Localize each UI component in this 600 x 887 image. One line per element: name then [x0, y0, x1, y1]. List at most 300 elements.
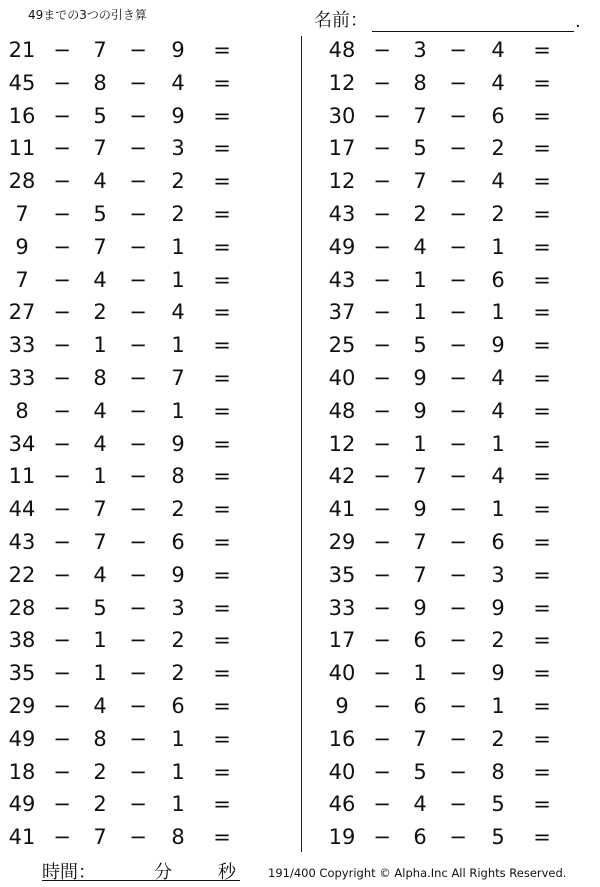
minus-sign: −: [449, 464, 467, 489]
minus-sign: −: [53, 267, 71, 292]
subtrahend-2: 2: [491, 136, 505, 161]
subtrahend-1: 1: [413, 267, 427, 292]
minuend: 42: [328, 464, 356, 489]
name-field-area: [314, 6, 581, 32]
subtrahend-2: 5: [491, 825, 505, 850]
subtrahend-2: 6: [491, 267, 505, 292]
time-label: 時間：: [42, 862, 96, 883]
minus-sign: −: [53, 497, 71, 522]
minus-sign: −: [53, 70, 71, 95]
equals-sign: =: [533, 726, 551, 751]
equals-sign: =: [213, 169, 231, 194]
minus-sign: −: [129, 529, 147, 554]
subtrahend-2: 1: [491, 234, 505, 259]
subtrahend-2: 6: [491, 529, 505, 554]
minuend: 40: [328, 365, 356, 390]
minus-sign: −: [373, 201, 391, 226]
minuend: 46: [328, 792, 356, 817]
equals-sign: =: [533, 628, 551, 653]
minus-sign: −: [449, 38, 467, 62]
equals-sign: =: [213, 825, 231, 850]
equals-sign: =: [213, 300, 231, 325]
minuend: 11: [8, 464, 36, 489]
subtrahend-1: 8: [93, 70, 107, 95]
minuend: 29: [8, 693, 36, 718]
equals-sign: =: [533, 365, 551, 390]
minus-sign: −: [53, 103, 71, 128]
minus-sign: −: [129, 497, 147, 522]
subtrahend-2: 1: [171, 267, 185, 292]
minuend: 40: [328, 661, 356, 686]
minus-sign: −: [449, 759, 467, 784]
equals-sign: =: [533, 825, 551, 850]
subtrahend-2: 8: [171, 825, 185, 850]
minus-sign: −: [373, 234, 391, 259]
minus-sign: −: [449, 562, 467, 587]
minuend: 40: [328, 759, 356, 784]
equals-sign: =: [213, 431, 231, 456]
equals-sign: =: [213, 267, 231, 292]
equals-sign: =: [533, 529, 551, 554]
minus-sign: −: [129, 136, 147, 161]
minus-sign: −: [53, 431, 71, 456]
name-trailing-dot: .: [575, 11, 581, 32]
subtrahend-2: 1: [171, 398, 185, 423]
subtrahend-1: 2: [413, 201, 427, 226]
minus-sign: −: [53, 792, 71, 817]
subtrahend-2: 1: [171, 792, 185, 817]
minus-sign: −: [129, 628, 147, 653]
minuend: 25: [328, 333, 356, 358]
subtrahend-1: 8: [413, 70, 427, 95]
minuend: 45: [8, 70, 36, 95]
subtrahend-1: 7: [93, 825, 107, 850]
equals-sign: =: [213, 759, 231, 784]
subtrahend-1: 6: [413, 628, 427, 653]
equals-sign: =: [213, 726, 231, 751]
minus-sign: −: [373, 136, 391, 161]
minus-sign: −: [129, 431, 147, 456]
minuend: 49: [328, 234, 356, 259]
subtrahend-2: 7: [171, 365, 185, 390]
subtrahend-2: 6: [491, 103, 505, 128]
minuend: 17: [328, 628, 356, 653]
minus-sign: −: [373, 300, 391, 325]
minus-sign: −: [373, 562, 391, 587]
subtrahend-2: 4: [171, 300, 185, 325]
minus-sign: −: [449, 529, 467, 554]
equals-sign: =: [213, 497, 231, 522]
minuend: 35: [8, 661, 36, 686]
minuend: 16: [328, 726, 356, 751]
minus-sign: −: [53, 365, 71, 390]
equals-sign: =: [533, 70, 551, 95]
worksheet-title: 49までの3つの引き算: [28, 8, 147, 22]
subtrahend-2: 9: [491, 595, 505, 620]
subtrahend-1: 5: [93, 595, 107, 620]
equals-sign: =: [533, 38, 551, 62]
subtrahend-2: 9: [171, 431, 185, 456]
minus-sign: −: [373, 398, 391, 423]
minuend: 18: [8, 759, 36, 784]
equals-sign: =: [533, 464, 551, 489]
minus-sign: −: [129, 300, 147, 325]
subtrahend-1: 9: [413, 595, 427, 620]
subtrahend-2: 2: [491, 628, 505, 653]
subtrahend-1: 7: [93, 497, 107, 522]
minus-sign: −: [449, 693, 467, 718]
subtrahend-1: 7: [93, 234, 107, 259]
subtrahend-1: 7: [413, 726, 427, 751]
subtrahend-1: 7: [413, 464, 427, 489]
minus-sign: −: [129, 726, 147, 751]
minuend: 43: [8, 529, 36, 554]
subtrahend-1: 2: [93, 300, 107, 325]
subtrahend-2: 8: [491, 759, 505, 784]
subtrahend-2: 9: [491, 661, 505, 686]
minus-sign: −: [449, 431, 467, 456]
minus-sign: −: [53, 529, 71, 554]
subtrahend-2: 3: [171, 595, 185, 620]
subtrahend-1: 1: [93, 333, 107, 358]
minus-sign: −: [449, 136, 467, 161]
subtrahend-2: 4: [491, 70, 505, 95]
subtrahend-1: 4: [93, 267, 107, 292]
equals-sign: =: [533, 661, 551, 686]
minuend: 43: [328, 201, 356, 226]
subtrahend-2: 1: [171, 726, 185, 751]
equals-sign: =: [533, 169, 551, 194]
minuend: 9: [15, 234, 29, 259]
minus-sign: −: [373, 333, 391, 358]
minuend: 35: [328, 562, 356, 587]
subtrahend-1: 7: [93, 38, 107, 62]
minus-sign: −: [53, 628, 71, 653]
equals-sign: =: [213, 661, 231, 686]
minuend: 33: [328, 595, 356, 620]
minuend: 37: [328, 300, 356, 325]
minus-sign: −: [449, 70, 467, 95]
minuend: 43: [328, 267, 356, 292]
minuend: 27: [8, 300, 36, 325]
minuend: 16: [8, 103, 36, 128]
minus-sign: −: [53, 38, 71, 62]
minus-sign: −: [129, 693, 147, 718]
subtrahend-2: 8: [171, 464, 185, 489]
minuend: 11: [8, 136, 36, 161]
minuend: 8: [15, 398, 29, 423]
equals-sign: =: [533, 759, 551, 784]
minus-sign: −: [449, 398, 467, 423]
subtrahend-2: 6: [171, 693, 185, 718]
minus-sign: −: [373, 595, 391, 620]
minus-sign: −: [53, 726, 71, 751]
subtrahend-1: 2: [93, 792, 107, 817]
equals-sign: =: [213, 595, 231, 620]
minus-sign: −: [53, 595, 71, 620]
minus-sign: −: [373, 169, 391, 194]
equals-sign: =: [533, 300, 551, 325]
subtrahend-2: 3: [171, 136, 185, 161]
subtrahend-2: 1: [171, 333, 185, 358]
minus-sign: −: [53, 136, 71, 161]
minuend: 49: [8, 726, 36, 751]
name-input-line[interactable]: [372, 11, 574, 32]
equals-sign: =: [213, 562, 231, 587]
minus-sign: −: [129, 333, 147, 358]
minuend: 7: [15, 201, 29, 226]
minuend: 33: [8, 365, 36, 390]
minus-sign: −: [129, 759, 147, 784]
minus-sign: −: [373, 267, 391, 292]
minus-sign: −: [449, 201, 467, 226]
subtrahend-1: 1: [93, 661, 107, 686]
subtrahend-1: 7: [413, 562, 427, 587]
subtrahend-1: 2: [93, 759, 107, 784]
equals-sign: =: [213, 628, 231, 653]
subtrahend-1: 6: [413, 825, 427, 850]
minus-sign: −: [373, 661, 391, 686]
equals-sign: =: [533, 595, 551, 620]
minuend: 49: [8, 792, 36, 817]
minus-sign: −: [373, 825, 391, 850]
subtrahend-2: 3: [491, 562, 505, 587]
minus-sign: −: [449, 169, 467, 194]
minus-sign: −: [53, 464, 71, 489]
subtrahend-1: 4: [413, 792, 427, 817]
minuend: 29: [328, 529, 356, 554]
minus-sign: −: [373, 628, 391, 653]
minuend: 28: [8, 169, 36, 194]
equals-sign: =: [533, 693, 551, 718]
subtrahend-2: 4: [491, 398, 505, 423]
minuend: 17: [328, 136, 356, 161]
subtrahend-1: 5: [413, 333, 427, 358]
minus-sign: −: [129, 595, 147, 620]
minus-sign: −: [373, 365, 391, 390]
equals-sign: =: [213, 70, 231, 95]
equals-sign: =: [533, 431, 551, 456]
equals-sign: =: [213, 398, 231, 423]
subtrahend-1: 5: [413, 136, 427, 161]
minus-sign: −: [129, 201, 147, 226]
minus-sign: −: [373, 792, 391, 817]
minuend: 34: [8, 431, 36, 456]
subtrahend-2: 5: [491, 792, 505, 817]
minus-sign: −: [53, 693, 71, 718]
minuend: 19: [328, 825, 356, 850]
equals-sign: =: [213, 333, 231, 358]
subtrahend-1: 7: [413, 169, 427, 194]
equals-sign: =: [213, 529, 231, 554]
equals-sign: =: [213, 38, 231, 62]
minus-sign: −: [373, 726, 391, 751]
subtrahend-2: 9: [171, 103, 185, 128]
minus-sign: −: [53, 169, 71, 194]
equals-sign: =: [213, 693, 231, 718]
subtrahend-2: 9: [171, 562, 185, 587]
minus-sign: −: [373, 693, 391, 718]
equals-sign: =: [533, 562, 551, 587]
minus-sign: −: [129, 661, 147, 686]
subtrahend-1: 9: [413, 365, 427, 390]
minus-sign: −: [129, 792, 147, 817]
subtrahend-1: 5: [413, 759, 427, 784]
subtrahend-2: 1: [491, 693, 505, 718]
minus-sign: −: [53, 333, 71, 358]
subtrahend-1: 8: [93, 365, 107, 390]
equals-sign: =: [213, 234, 231, 259]
minuend: 44: [8, 497, 36, 522]
minuend: 22: [8, 562, 36, 587]
equals-sign: =: [213, 792, 231, 817]
seconds-label: 秒: [218, 862, 236, 883]
equals-sign: =: [533, 792, 551, 817]
name-label: 名前：: [314, 10, 368, 31]
subtrahend-1: 1: [93, 464, 107, 489]
minuend: 9: [335, 693, 349, 718]
equals-sign: =: [533, 333, 551, 358]
subtrahend-2: 2: [171, 169, 185, 194]
minus-sign: −: [53, 825, 71, 850]
subtrahend-2: 1: [491, 431, 505, 456]
minuend: 12: [328, 169, 356, 194]
minus-sign: −: [373, 38, 391, 62]
minus-sign: −: [373, 464, 391, 489]
minus-sign: −: [449, 825, 467, 850]
subtrahend-2: 2: [171, 661, 185, 686]
subtrahend-2: 4: [171, 70, 185, 95]
minus-sign: −: [129, 562, 147, 587]
minus-sign: −: [129, 825, 147, 850]
minuend: 33: [8, 333, 36, 358]
subtrahend-1: 4: [93, 562, 107, 587]
subtrahend-2: 4: [491, 464, 505, 489]
minus-sign: −: [129, 169, 147, 194]
subtrahend-2: 6: [171, 529, 185, 554]
equals-sign: =: [213, 103, 231, 128]
minus-sign: −: [449, 726, 467, 751]
minuend: 7: [15, 267, 29, 292]
minus-sign: −: [53, 300, 71, 325]
subtrahend-1: 4: [93, 431, 107, 456]
minuend: 30: [328, 103, 356, 128]
minus-sign: −: [53, 562, 71, 587]
subtrahend-2: 2: [171, 497, 185, 522]
minus-sign: −: [373, 759, 391, 784]
subtrahend-1: 4: [93, 398, 107, 423]
subtrahend-2: 2: [491, 726, 505, 751]
equals-sign: =: [533, 136, 551, 161]
minus-sign: −: [373, 103, 391, 128]
minus-sign: −: [129, 398, 147, 423]
equals-sign: =: [533, 267, 551, 292]
minuend: 12: [328, 70, 356, 95]
minus-sign: −: [129, 38, 147, 62]
subtrahend-1: 1: [413, 661, 427, 686]
subtrahend-2: 4: [491, 365, 505, 390]
minus-sign: −: [129, 103, 147, 128]
minus-sign: −: [129, 70, 147, 95]
minuend: 12: [328, 431, 356, 456]
minus-sign: −: [449, 792, 467, 817]
minus-sign: −: [449, 300, 467, 325]
subtrahend-1: 9: [413, 497, 427, 522]
time-record-area: [42, 858, 240, 881]
minus-sign: −: [449, 595, 467, 620]
minus-sign: −: [373, 431, 391, 456]
subtrahend-2: 1: [171, 234, 185, 259]
subtrahend-1: 6: [413, 693, 427, 718]
minus-sign: −: [449, 628, 467, 653]
minutes-label: 分: [154, 862, 172, 883]
minus-sign: −: [129, 464, 147, 489]
minus-sign: −: [449, 497, 467, 522]
minus-sign: −: [449, 333, 467, 358]
subtrahend-2: 9: [491, 333, 505, 358]
subtrahend-1: 5: [93, 201, 107, 226]
minuend: 38: [8, 628, 36, 653]
copyright-notice: 191/400 Copyright © Alpha.Inc All Rights Reserved.: [268, 866, 567, 880]
minus-sign: −: [53, 661, 71, 686]
equals-sign: =: [213, 201, 231, 226]
minus-sign: −: [129, 267, 147, 292]
minus-sign: −: [53, 398, 71, 423]
equals-sign: =: [213, 365, 231, 390]
subtrahend-1: 4: [413, 234, 427, 259]
minuend: 28: [8, 595, 36, 620]
minuend: 21: [8, 38, 36, 62]
equals-sign: =: [533, 103, 551, 128]
subtrahend-1: 5: [93, 103, 107, 128]
equals-sign: =: [533, 398, 551, 423]
subtrahend-1: 3: [413, 38, 427, 62]
subtrahend-2: 4: [491, 169, 505, 194]
minus-sign: −: [449, 234, 467, 259]
minus-sign: −: [449, 103, 467, 128]
subtrahend-1: 4: [93, 169, 107, 194]
minus-sign: −: [449, 267, 467, 292]
column-divider: [301, 36, 302, 852]
subtrahend-2: 1: [491, 497, 505, 522]
minuend: 41: [8, 825, 36, 850]
subtrahend-1: 8: [93, 726, 107, 751]
minus-sign: −: [373, 497, 391, 522]
subtrahend-1: 9: [413, 398, 427, 423]
equals-sign: =: [533, 497, 551, 522]
subtrahend-1: 7: [93, 529, 107, 554]
subtrahend-2: 4: [491, 38, 505, 62]
minus-sign: −: [53, 234, 71, 259]
minus-sign: −: [53, 759, 71, 784]
subtrahend-1: 1: [413, 300, 427, 325]
equals-sign: =: [213, 464, 231, 489]
subtrahend-2: 9: [171, 38, 185, 62]
subtrahend-1: 1: [413, 431, 427, 456]
minuend: 41: [328, 497, 356, 522]
equals-sign: =: [533, 201, 551, 226]
subtrahend-2: 1: [491, 300, 505, 325]
subtrahend-2: 2: [171, 201, 185, 226]
subtrahend-1: 4: [93, 693, 107, 718]
subtrahend-1: 7: [93, 136, 107, 161]
minuend: 48: [328, 38, 356, 62]
minus-sign: −: [373, 70, 391, 95]
subtrahend-1: 7: [413, 529, 427, 554]
minus-sign: −: [449, 365, 467, 390]
minus-sign: −: [129, 234, 147, 259]
minus-sign: −: [373, 529, 391, 554]
